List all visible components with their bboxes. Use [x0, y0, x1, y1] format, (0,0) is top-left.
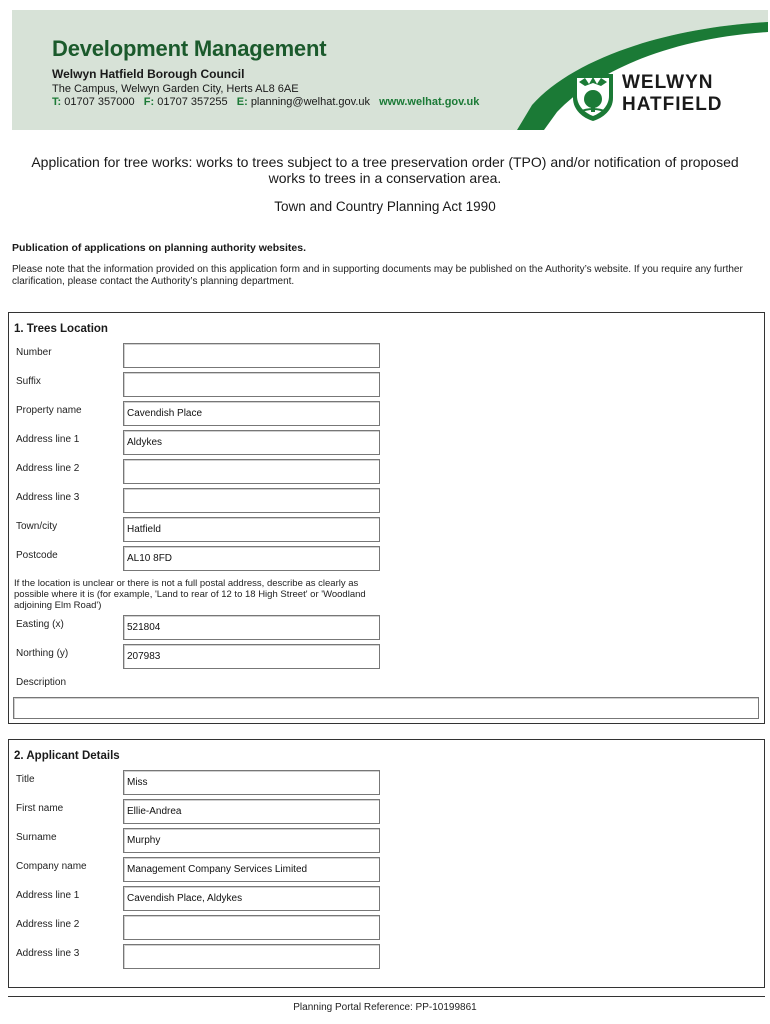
easting-field[interactable]: 521804 [123, 615, 380, 640]
suffix-field[interactable] [123, 372, 380, 397]
planning-portal-reference: Planning Portal Reference: PP-10199861 [293, 1002, 477, 1013]
company-name-field[interactable]: Management Company Services Limited [123, 857, 380, 882]
applicant-address-line-1-field[interactable]: Cavendish Place, Aldykes [123, 886, 380, 911]
surname-field[interactable]: Murphy [123, 828, 380, 853]
tel-number: 01707 357000 [64, 96, 135, 108]
description-field[interactable] [13, 697, 759, 719]
address-line-2-field[interactable] [123, 459, 380, 484]
description-label: Description [16, 677, 67, 688]
website-link[interactable]: www.welhat.gov.uk [379, 96, 480, 108]
section-heading: 1. Trees Location [14, 323, 108, 335]
address-line-3-field[interactable] [123, 488, 380, 513]
contact-line [52, 96, 479, 108]
address-line-2-label: Address line 2 [16, 463, 80, 474]
council-crest-logo [571, 72, 615, 122]
header-banner [12, 10, 768, 130]
northing-field[interactable]: 207983 [123, 644, 380, 669]
title-label: Title [16, 774, 35, 785]
town-city-label: Town/city [16, 521, 58, 532]
brand-hatfield: HATFIELD [622, 94, 723, 115]
property-name-field[interactable]: Cavendish Place [123, 401, 380, 426]
applicant-address-line-2-field[interactable] [123, 915, 380, 940]
property-name-label: Property name [16, 405, 82, 416]
applicant-address-line-2-label: Address line 2 [16, 919, 80, 930]
location-hint: If the location is unclear or there is not a full postal address, describe as clearly as possible where it is (for example, 'Land to rear of 12 to 18 High Street' or 'Woodland adjoining Elm Road') [14, 578, 366, 611]
postcode-field[interactable]: AL10 8FD [123, 546, 380, 571]
section-heading: 2. Applicant Details [14, 750, 120, 762]
section-applicant-details [8, 739, 765, 988]
email-address[interactable]: planning@welhat.gov.uk [250, 96, 371, 108]
applicant-address-line-1-label: Address line 1 [16, 890, 80, 901]
document-act: Town and Country Planning Act 1990 [274, 199, 496, 214]
header-title: Development Management [52, 36, 327, 61]
easting-label: Easting (x) [16, 619, 64, 630]
document-title: Application for tree works: works to trees subject to a tree preservation order (TPO) and/or notification of proposed works to trees in a conservation area. [31, 154, 739, 186]
town-city-field[interactable]: Hatfield [123, 517, 380, 542]
publication-notice: Please note that the information provided on this application form and in supporting documents may be published on the Authority’s website. If you require any further clarification, please contact the Authority’s planning department. [12, 264, 743, 287]
number-label: Number [16, 347, 52, 358]
council-name: Welwyn Hatfield Borough Council [52, 67, 245, 81]
northing-label: Northing (y) [16, 648, 69, 659]
postcode-label: Postcode [16, 550, 58, 561]
first-name-field[interactable]: Ellie-Andrea [123, 799, 380, 824]
email-label: E: [236, 96, 248, 108]
surname-label: Surname [16, 832, 57, 843]
publication-heading: Publication of applications on planning authority websites. [12, 242, 307, 254]
address-line-1-field[interactable]: Aldykes [123, 430, 380, 455]
brand-welwyn: WELWYN [622, 72, 714, 93]
address-line-3-label: Address line 3 [16, 492, 80, 503]
footer-divider [8, 996, 765, 997]
applicant-address-line-3-label: Address line 3 [16, 948, 80, 959]
tel-label: T: [52, 96, 62, 108]
suffix-label: Suffix [16, 376, 41, 387]
fax-number: 01707 357255 [157, 96, 228, 108]
address-line-1-label: Address line 1 [16, 434, 80, 445]
council-address: The Campus, Welwyn Garden City, Herts AL8 6AE [52, 83, 299, 95]
company-name-label: Company name [16, 861, 87, 872]
applicant-address-line-3-field[interactable] [123, 944, 380, 969]
number-field[interactable] [123, 343, 380, 368]
title-field[interactable]: Miss [123, 770, 380, 795]
first-name-label: First name [16, 803, 64, 814]
fax-label: F: [143, 96, 155, 108]
section-trees-location [8, 312, 765, 724]
